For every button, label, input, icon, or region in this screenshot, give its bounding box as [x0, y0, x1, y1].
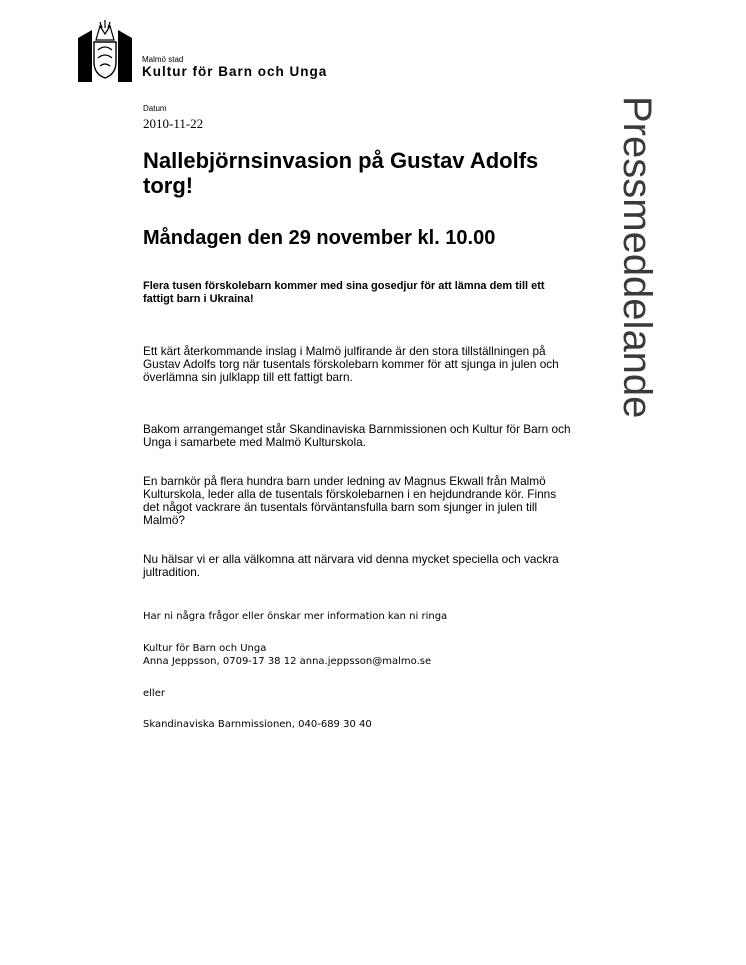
paragraph: En barnkör på flera hundra barn under ledning av Magnus Ekwall från Malmö Kulturskola, leder alla de tusentals förskolebarnen i en hejdundrande kör. Finns det något vackrare än tusentals förväntansfulla barn som sjunger in julen till Malmö? [143, 474, 557, 527]
org-small-label: Malmö stad [142, 55, 184, 64]
date-value: 2010-11-22 [143, 116, 204, 131]
contact-org: Kultur för Barn och Unga [143, 643, 267, 654]
org-name: Kultur för Barn och Unga [142, 64, 328, 79]
press-release-label: Pressmeddelande [615, 96, 659, 419]
contact-person: Anna Jeppsson, 0709-17 38 12 anna.jeppsson@malmo.se [143, 656, 432, 667]
contact-intro: Har ni några frågor eller önskar mer information kan ni ringa [143, 611, 448, 622]
paragraph: Nu hälsar vi er alla välkomna att närvara vid denna mycket speciella och vackra jultradition. [143, 552, 559, 579]
contact-alt: Skandinaviska Barnmissionen, 040-689 30 40 [143, 719, 372, 730]
paragraph: Ett kärt återkommande inslag i Malmö julfirande är den stora tillställningen på Gustav Adolfs torg när tusentals förskolebarn kommer för att sjunga in julen och överlämna sin julklapp till ett fattigt barn. [143, 344, 559, 384]
malmo-logo [78, 18, 132, 82]
event-date-heading: Måndagen den 29 november kl. 10.00 [143, 227, 496, 249]
page-title: Nallebjörnsinvasion på Gustav Adolfs torg! [143, 148, 539, 198]
date-label: Datum [143, 104, 167, 113]
paragraph: Bakom arrangemanget står Skandinaviska Barnmissionen och Kultur för Barn och Unga i samarbete med Malmö Kulturskola. [143, 422, 571, 449]
contact-or: eller [143, 688, 165, 699]
lead-text: Flera tusen förskolebarn kommer med sina gosedjur för att lämna dem till ett fattigt barn i Ukraina! [143, 280, 545, 305]
